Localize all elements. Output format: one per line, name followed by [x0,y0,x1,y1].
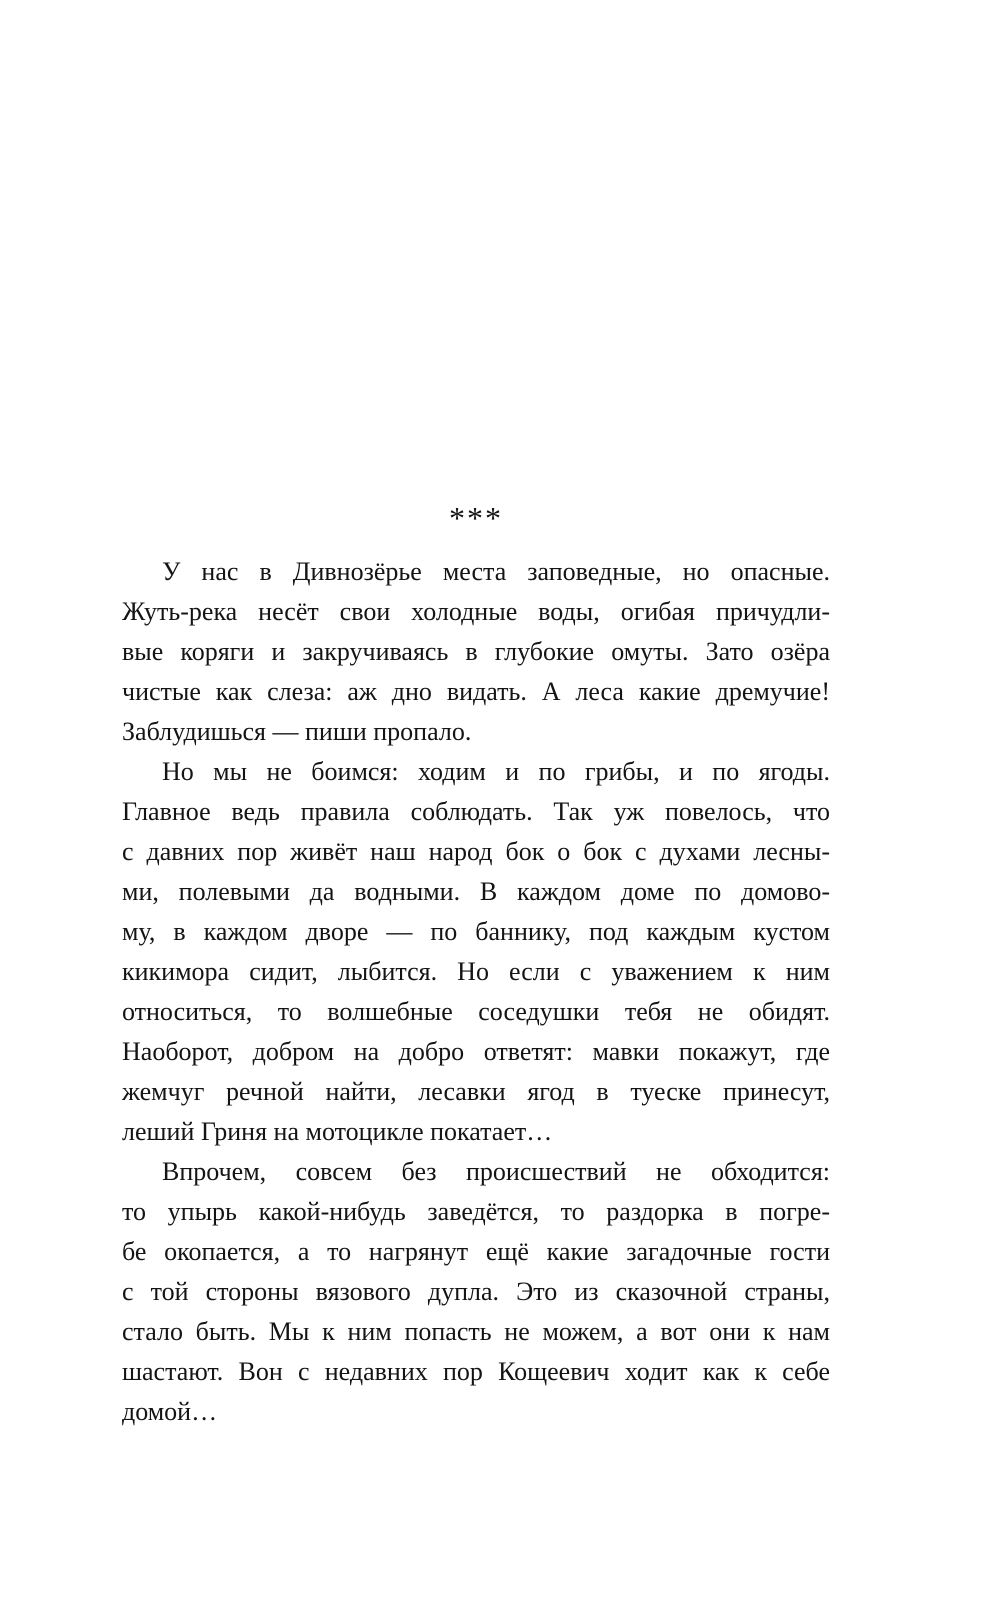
text-line: шастают. Вон с недавних пор Кощеевич ходит как к себе [122,1357,830,1386]
text-line: кикимора сидит, лыбится. Но если с уважением к ним [122,957,830,986]
text-line: Наоборот, добром на добро ответят: мавки покажут, где [122,1037,830,1066]
text-line: Но мы не боимся: ходим и по грибы, и по ягоды. [162,757,830,786]
paragraph [122,752,830,1152]
text-line: с той стороны вязового дупла. Это из сказочной страны, [122,1277,830,1306]
text-line: с давних пор живёт наш народ бок о бок с духами лесны- [122,837,830,866]
text-line: вые коряги и закручиваясь в глубокие омуты. Зато озёра [122,637,830,666]
text-line: леший Гриня на мотоцикле покатает… [122,1117,553,1146]
text-line: то упырь какой-нибудь заведётся, то раздорка в погре- [122,1197,830,1226]
text-line: жемчуг речной найти, лесавки ягод в туеске принесут, [122,1077,830,1106]
text-line: относиться, то волшебные соседушки тебя не обидят. [122,997,830,1026]
text-line: ми, полевыми да водными. В каждом доме по домово- [122,877,830,906]
text-line: чистые как слеза: аж дно видать. А леса какие дремучие! [122,677,830,706]
book-page [122,498,830,1432]
text-line: му, в каждом дворе — по баннику, под каждым кустом [122,917,830,946]
paragraphs [122,552,830,1432]
section-break-ornament: *** [449,500,503,536]
text-line: Заблудишься — пиши пропало. [122,717,472,746]
text-line: бе окопается, а то нагрянут ещё какие загадочные гости [122,1237,830,1266]
paragraph [122,1152,830,1432]
text-line: Главное ведь правила соблюдать. Так уж повелось, что [122,797,830,826]
text-line: Жуть-река несёт свои холодные воды, огибая причудли- [122,597,830,626]
text-line: стало быть. Мы к ним попасть не можем, а вот они к нам [122,1317,830,1346]
text-line: Впрочем, совсем без происшествий не обходится: [162,1157,830,1186]
text-line: У нас в Дивнозёрье места заповедные, но опасные. [162,557,830,586]
text-line: домой… [122,1397,218,1426]
paragraph [122,552,830,752]
